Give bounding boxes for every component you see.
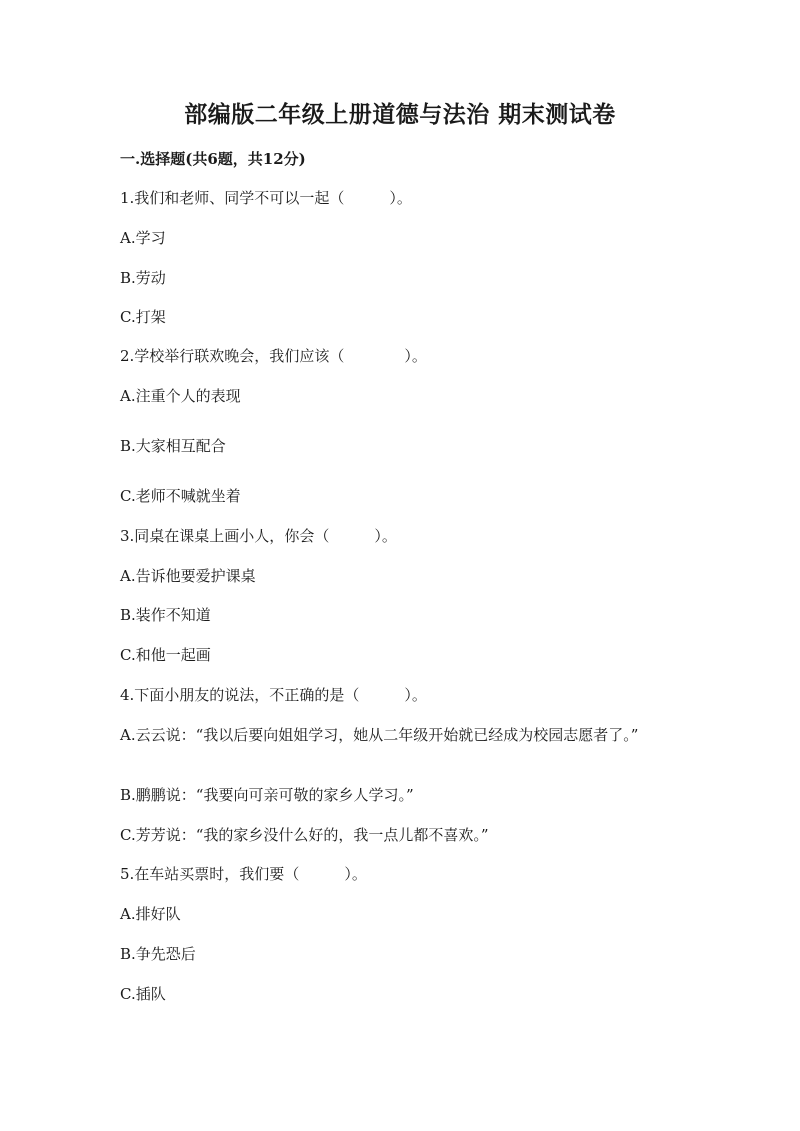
question-4-option-c: C.芳芳说：“我的家乡没什么好的，我一点儿都不喜欢。” bbox=[120, 826, 489, 844]
question-5-stem: 5.在车站买票时，我们要（ ）。 bbox=[120, 865, 367, 883]
question-2-option-a: A.注重个人的表现 bbox=[120, 387, 241, 405]
question-2-option-b: B.大家相互配合 bbox=[120, 437, 226, 455]
question-2-option-c: C.老师不喊就坐着 bbox=[120, 487, 241, 505]
question-5-option-a: A.排好队 bbox=[120, 905, 181, 923]
question-2-stem: 2.学校举行联欢晚会，我们应该（ ）。 bbox=[120, 347, 427, 365]
question-1-option-b: B.劳动 bbox=[120, 269, 166, 287]
question-3-option-b: B.装作不知道 bbox=[120, 606, 211, 624]
question-4-option-a: A.云云说：“我以后要向姐姐学习，她从二年级开始就已经成为校园志愿者了。” bbox=[120, 726, 639, 744]
question-4-option-b: B.鹏鹏说：“我要向可亲可敬的家乡人学习。” bbox=[120, 786, 414, 804]
question-5-option-b: B.争先恐后 bbox=[120, 945, 196, 963]
question-1-option-c: C.打架 bbox=[120, 308, 166, 326]
question-5-option-c: C.插队 bbox=[120, 985, 166, 1003]
question-1-stem: 1.我们和老师、同学不可以一起（ ）。 bbox=[120, 189, 412, 207]
section-heading: 一.选择题(共6题，共12分) bbox=[120, 150, 306, 168]
question-3-stem: 3.同桌在课桌上画小人，你会（ ）。 bbox=[120, 527, 397, 545]
question-1-option-a: A.学习 bbox=[120, 229, 166, 247]
question-3-option-a: A.告诉他要爱护课桌 bbox=[120, 567, 256, 585]
question-3-option-c: C.和他一起画 bbox=[120, 646, 211, 664]
question-4-stem: 4.下面小朋友的说法，不正确的是（ ）。 bbox=[120, 686, 427, 704]
page-title: 部编版二年级上册道德与法治 期末测试卷 bbox=[184, 101, 616, 128]
